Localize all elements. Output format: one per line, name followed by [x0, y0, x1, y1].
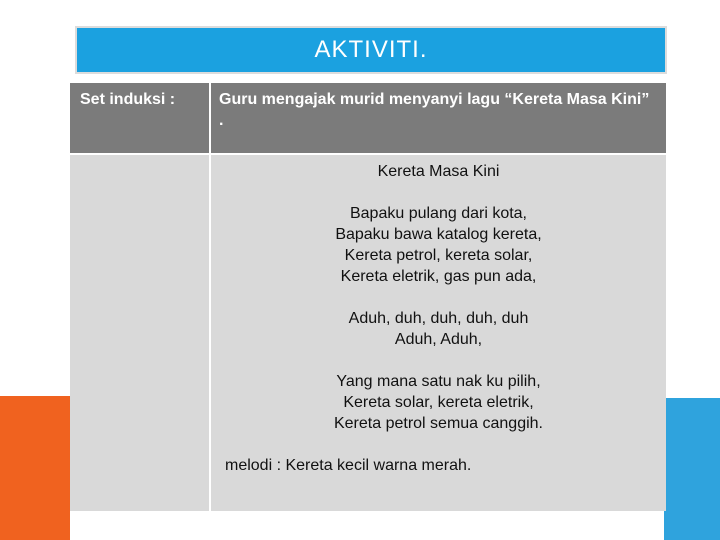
decorative-blue-block [664, 398, 720, 540]
lyric-line: Aduh, duh, duh, duh, duh [348, 310, 529, 327]
verse-1 [211, 203, 666, 287]
lyric-line: Kereta eletrik, gas pun ada, [340, 268, 537, 285]
table-body-right-cell [211, 155, 666, 511]
song-title: Kereta Masa Kini [377, 163, 500, 180]
melody-note: melodi : Kereta kecil warna merah. [225, 457, 472, 474]
lyric-line: Aduh, Aduh, [394, 331, 483, 348]
slide-title-bar [75, 26, 667, 74]
lyric-line: Bapaku bawa katalog kereta, [335, 226, 542, 243]
set-induksi-label: Set induksi : [80, 91, 176, 108]
activity-description: Guru mengajak murid menyanyi lagu “Kereta Masa Kini” . [219, 91, 650, 129]
lyric-line: Kereta petrol, kereta solar, [344, 247, 533, 264]
table-header-left [70, 83, 209, 153]
lyric-line: Kereta petrol semua canggih. [333, 415, 543, 432]
lyric-line: Kereta solar, kereta eletrik, [343, 394, 534, 411]
lyric-line: Yang mana satu nak ku pilih, [336, 373, 541, 390]
lyric-line: Bapaku pulang dari kota, [349, 205, 527, 222]
verse-2 [211, 308, 666, 350]
table-header-right [211, 83, 666, 153]
slide-title: AKTIVITI. [314, 36, 428, 63]
verse-3 [211, 371, 666, 434]
activity-table [70, 83, 666, 511]
decorative-orange-block [0, 396, 70, 540]
song-lyrics [211, 161, 666, 434]
table-body-left-cell [70, 155, 209, 511]
